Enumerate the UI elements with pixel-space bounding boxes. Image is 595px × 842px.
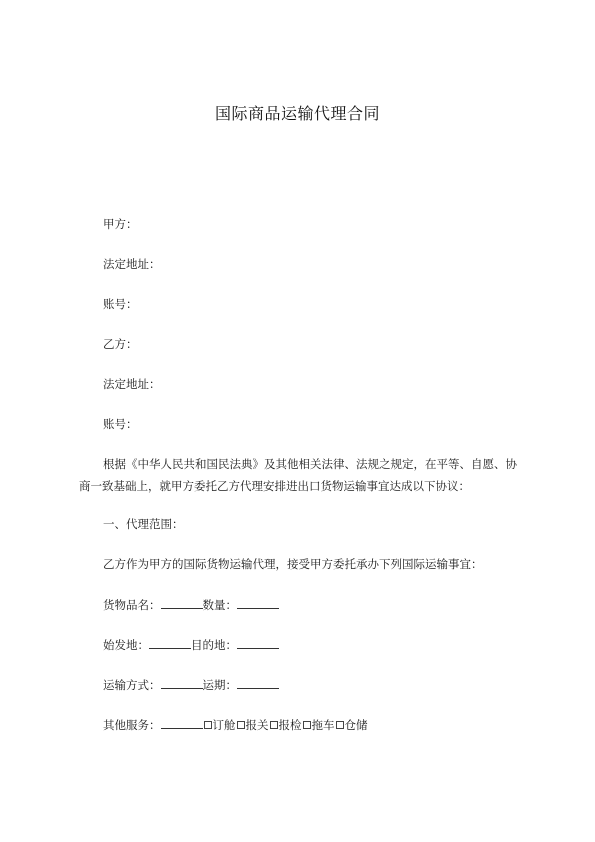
origin-label: 始发地： xyxy=(103,638,149,652)
party-b-label: 乙方： xyxy=(103,337,138,351)
other-services-row xyxy=(103,716,368,733)
transport-mode-label: 运输方式： xyxy=(103,678,161,692)
other-services-blank[interactable] xyxy=(161,716,203,729)
party-a-account-label: 账号： xyxy=(103,297,138,311)
checkbox-booking[interactable] xyxy=(204,721,212,729)
transport-period-label: 运期： xyxy=(202,678,237,692)
party-a-label: 甲方： xyxy=(103,217,138,231)
party-a-address-label: 法定地址： xyxy=(103,257,161,271)
service-trucking: 拖车 xyxy=(311,718,335,732)
section1-heading: 一、代理范围： xyxy=(103,517,184,531)
transport-mode-blank[interactable] xyxy=(161,676,203,689)
service-customs: 报关 xyxy=(245,718,269,732)
service-booking: 订舱 xyxy=(212,718,236,732)
quantity-label: 数量： xyxy=(202,598,237,612)
party-b-account-label: 账号： xyxy=(103,417,138,431)
checkbox-trucking[interactable] xyxy=(303,721,311,729)
party-b-address-label: 法定地址： xyxy=(103,377,161,391)
quantity-blank[interactable] xyxy=(237,596,279,609)
goods-row xyxy=(103,596,279,613)
checkbox-storage[interactable] xyxy=(336,721,344,729)
goods-name-label: 货物品名： xyxy=(103,598,161,612)
transport-period-blank[interactable] xyxy=(237,676,279,689)
document-title: 国际商品运输代理合同 xyxy=(214,104,380,123)
origin-blank[interactable] xyxy=(149,636,191,649)
checkbox-inspection[interactable] xyxy=(270,721,278,729)
other-services-label: 其他服务： xyxy=(103,718,161,732)
goods-name-blank[interactable] xyxy=(161,596,203,609)
preamble-paragraph: 根据《中华人民共和国民法典》及其他相关法律、法规之规定，在平等、自愿、协商一致基础上，就甲方委托乙方代理安排进出口货物运输事宜达成以下协议： xyxy=(79,457,517,493)
checkbox-customs[interactable] xyxy=(237,721,245,729)
route-row xyxy=(103,636,279,653)
transport-row xyxy=(103,676,279,693)
service-storage: 仓储 xyxy=(344,718,368,732)
destination-label: 目的地： xyxy=(191,638,237,652)
section1-intro: 乙方作为甲方的国际货物运输代理，接受甲方委托承办下列国际运输事宜： xyxy=(103,557,483,571)
destination-blank[interactable] xyxy=(237,636,279,649)
service-inspection: 报检 xyxy=(278,718,302,732)
